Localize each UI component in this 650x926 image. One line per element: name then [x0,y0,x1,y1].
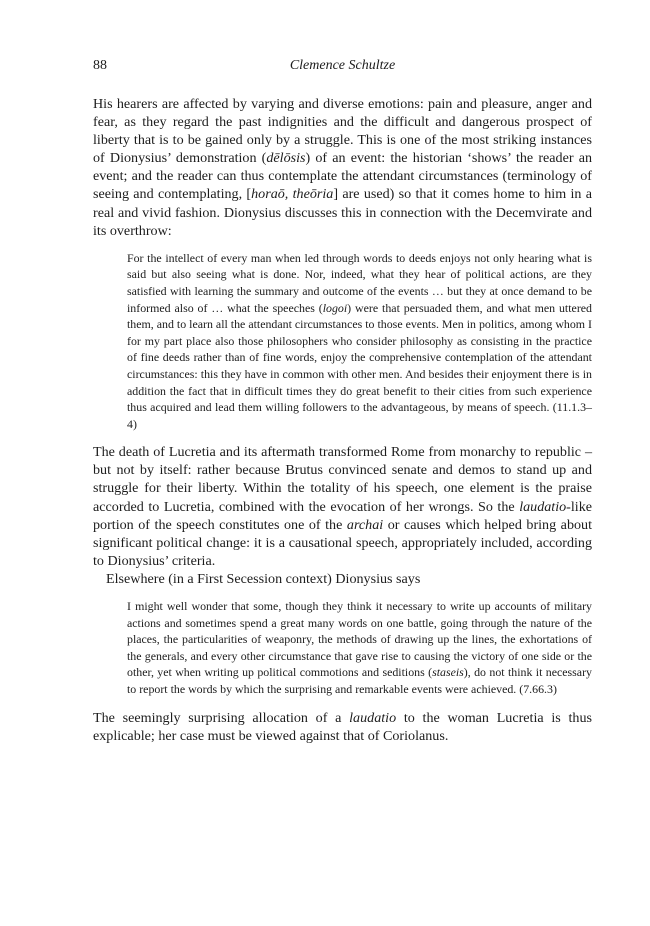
block-quote-1-text-a: For the intellect of every man when led through words to deeds enjoys not only hearing what is said but also seeing what is done. Nor, indeed, what they hear of political actions, are they satisfied with learning the summary and outcome of the events … but they at once demand to be informed also of … what the speeches ( [127,250,592,315]
paragraph-4-text-b: to the woman Lucretia is thus explicable; her case must be viewed against that of Coriolanus. [93,709,592,744]
paragraph-4-italic-a: laudatio [349,709,397,726]
paragraph-3-text: Elsewhere (in a First Secession context) Dionysius says [106,570,421,587]
page-number: 88 [93,58,107,73]
block-quote-2-text-a: I might well wonder that some, though they think it necessary to write up accounts of military actions and sometimes spend a great many words on one battle, going through the nature of the places, the particularities of weaponry, the methods of drawing up the lines, the exhortations of the generals, and every other circumstance that gave rise to causing the victory of one side or the other, yet when writing up political commotions and seditions ( [127,599,592,680]
paragraph-2-text-b: -like portion of the speech constitutes one of the [93,498,592,533]
paragraph-2-text-c: or causes which helped bring about significant political change: it is a causational speech, appropriately included, according to Dionysius’ criteria. [93,516,592,569]
paragraph-2-italic-b: archai [346,516,384,533]
paragraph-4 [93,709,592,745]
page-header [93,58,592,80]
paragraph-1 [93,95,592,240]
block-quote-2-italic-a: staseis [432,665,464,680]
paragraph-3 [93,570,592,588]
paragraph-1-text-c: ] are used) so that it comes home to him in a real and vivid fashion. Dionysius discusses this in connection with the Decemvirate and its overthrow: [93,186,592,239]
paragraph-2-italic-a: laudatio [519,498,567,515]
paragraph-1-italic-a: dēlōsis [266,150,306,167]
block-quote-1-italic-a: logoi [322,300,348,315]
paragraph-1-italic-b: horaō, theōria [251,186,334,203]
paragraph-2-text-a: The death of Lucretia and its aftermath transformed Rome from monarchy to republic – but not by itself: rather because Brutus convinced senate and demos to stand up and struggle for their liberty. Within the totality of his speech, one element is the praise accorded to Lucretia, combined with the evocation of her wrongs. So the [93,444,592,515]
block-quote-1 [127,250,592,433]
block-quote-2-text-b: ), do not think it necessary to report the words by which the surprising and remarkable events were achieved. (7.66.3) [127,665,592,696]
main-text [93,95,592,745]
paragraph-1-text-b: ) of an event: the historian ‘shows’ the reader an event; and the reader can thus contemplate the attendant circumstances (terminology of seeing and contemplating, [ [93,150,592,203]
block-quote-2 [127,598,592,698]
paragraph-4-text-a: The seemingly surprising allocation of a [93,709,350,726]
book-page [93,58,592,745]
running-head: Clemence Schultze [289,58,396,73]
block-quote-1-text-b: ) were that persuaded them, and what men uttered them, and to learn all the attendant circumstances to those events. Men in politics, among whom I for my part place also those philosophers who consider philosophy as consisting in the practice of fine deeds rather than of fine words, enjoy the comprehensive contemplation of the attendant circumstances: this they have in common with other men. And besides their enjoyment there is in addition the fact that in difficult times they do great benefit to their cities from such experience thus acquired and lead them willing followers to the advantageous, by means of speech. (11.1.3–4) [127,300,593,431]
paragraph-1-text-a: His hearers are affected by varying and diverse emotions: pain and pleasure, anger and fear, as they regard the past indignities and the difficult and dangerous prospect of liberty that is to be gained only by a struggle. This is one of the most striking instances of Dionysius’ demonstration ( [93,96,592,167]
paragraph-2 [93,443,592,570]
